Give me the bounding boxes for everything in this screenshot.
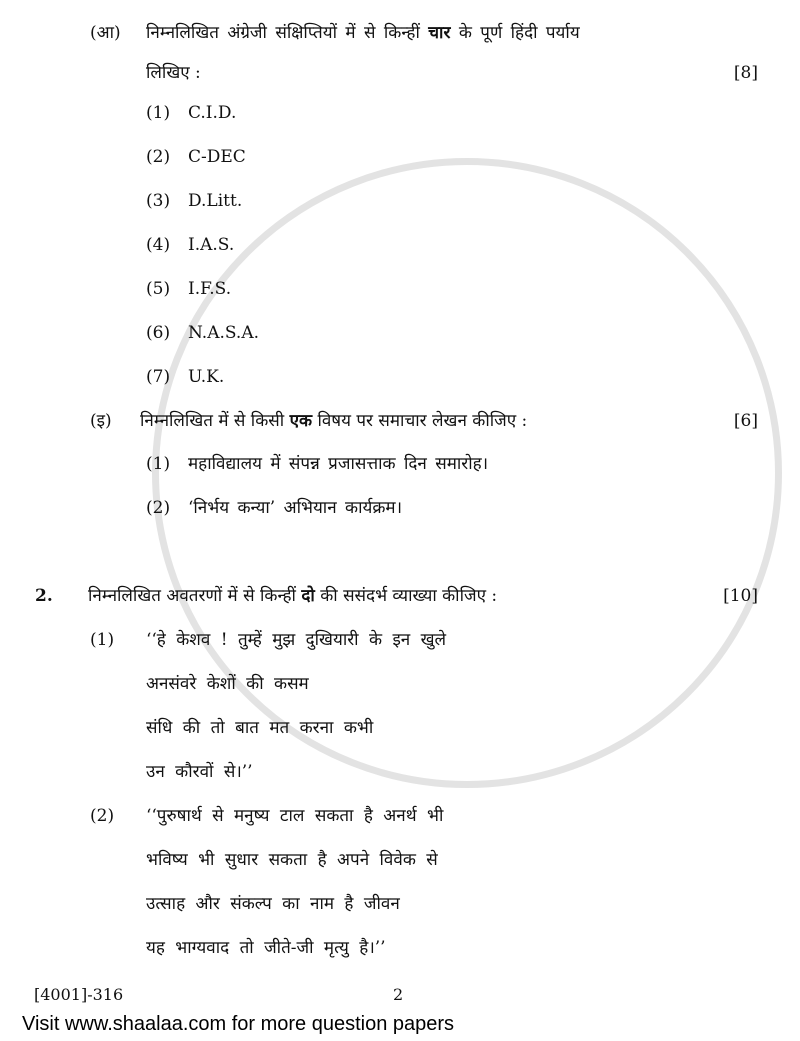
question-number: 2. [35,586,53,606]
item-num: (1) [146,454,171,474]
item-text: I.F.S. [188,279,232,299]
item-num: (5) [146,279,171,299]
question-text: निम्नलिखित में से किसी एक विषय पर समाचार लेखन कीजिए : [140,411,528,431]
question-text-cont: लिखिए : [146,63,201,83]
section-label: (इ) [90,411,112,431]
item-num: (6) [146,323,171,343]
paper-code: [4001]-316 [34,985,124,1004]
marks: [10] [723,586,758,606]
passage-line: भविष्य भी सुधार सकता है अपने विवेक से [146,850,438,870]
passage-num: (2) [90,806,115,826]
question-text: निम्नलिखित अवतरणों में से किन्हीं दो की ससंदर्भ व्याख्या कीजिए : [88,586,498,606]
item-text: ‘निर्भय कन्या’ अभियान कार्यक्रम। [188,498,403,518]
question-line-2 [146,62,758,84]
item-text: महाविद्यालय में संपन्न प्रजासत्ताक दिन समारोह। [188,454,489,474]
item-num: (3) [146,191,171,211]
marks: [6] [733,411,758,431]
section-label: (आ) [90,23,121,43]
passage-line: उन कौरवों से।’’ [146,762,253,782]
item-text: U.K. [188,367,225,387]
passage-num: (1) [90,630,115,650]
question-line [140,410,758,432]
item-num: (2) [146,147,171,167]
item-text: D.Litt. [188,191,243,211]
passage-line: ‘‘हे केशव ! तुम्हें मुझ दुखियारी के इन खुले [146,630,447,650]
question-line [88,585,758,607]
item-text: C.I.D. [188,103,237,123]
passage-line: ‘‘पुरुषार्थ से मनुष्य टाल सकता है अनर्थ भी [146,806,444,826]
passage-line: संधि की तो बात मत करना कभी [146,718,374,738]
item-text: C-DEC [188,147,246,167]
visit-link[interactable]: Visit www.shaalaa.com for more question papers [22,1013,455,1035]
passage-line: अनसंवरे केशों की कसम [146,674,309,694]
item-text: N.A.S.A. [188,323,259,343]
item-num: (4) [146,235,171,255]
item-num: (2) [146,498,171,518]
item-num: (1) [146,103,171,123]
item-num: (7) [146,367,171,387]
marks: [8] [733,63,758,83]
passage-line: उत्साह और संकल्प का नाम है जीवन [146,894,400,914]
item-text: I.A.S. [188,235,235,255]
question-text: निम्नलिखित अंग्रेजी संक्षिप्तियों में से किन्हीं चार के पूर्ण हिंदी पर्याय [146,23,580,43]
page-number: 2 [393,985,404,1004]
passage-line: यह भाग्यवाद तो जीते-जी मृत्यु है।’’ [146,938,386,958]
